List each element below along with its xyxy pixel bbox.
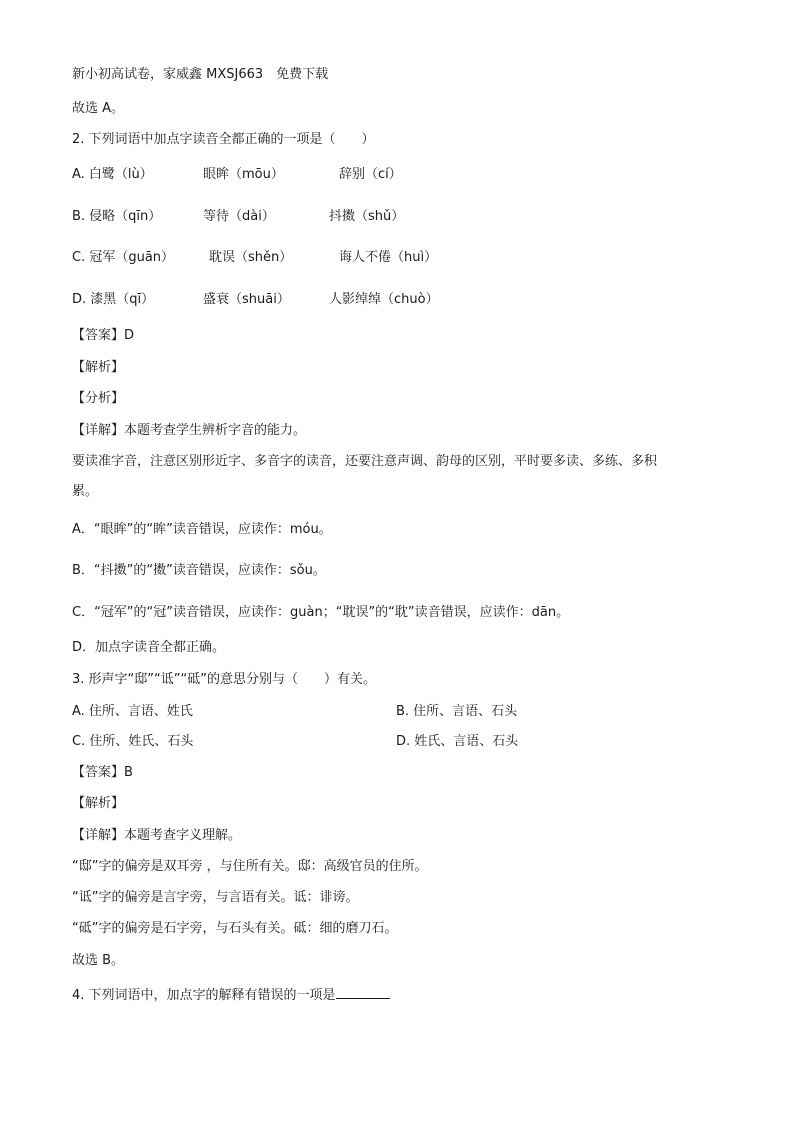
q3-explain-2: “诋”字的偏旁是言字旁，与言语有关。诋：诽谤。 bbox=[72, 890, 359, 905]
q2-jiexi: 【解析】 bbox=[72, 360, 125, 375]
q4-row bbox=[72, 984, 390, 1005]
header-text: 新小初高试卷，家威鑫 MXSJ663 免费下载 bbox=[72, 67, 329, 82]
q3-option-b: B. 住所、言语、石头 bbox=[396, 704, 518, 719]
q2-option-d-3: 人影绰绰（chuò） bbox=[329, 292, 439, 307]
q2-stem: 2. 下列词语中加点字读音全都正确的一项是（ ） bbox=[72, 132, 375, 147]
q4-stem: 4. 下列词语中，加点字的解释有错误的一项是 bbox=[72, 988, 336, 1003]
q2-option-b-2: 等待（dài） bbox=[203, 209, 275, 224]
q2-explain-d: D．加点字读音全都正确。 bbox=[72, 640, 226, 655]
q3-stem: 3. 形声字“邸”“诋”“砥”的意思分别与（ ）有关。 bbox=[72, 672, 376, 687]
q2-option-c-2: 耽误（shěn） bbox=[209, 250, 293, 265]
q1-conclusion: 故选 A。 bbox=[72, 101, 125, 116]
q3-jiexi: 【解析】 bbox=[72, 796, 125, 811]
q3-option-d: D. 姓氏、言语、石头 bbox=[396, 734, 519, 749]
q3-conclusion: 故选 B。 bbox=[72, 953, 125, 968]
q2-detail: 【详解】本题考查学生辨析字音的能力。 bbox=[72, 423, 307, 438]
q3-explain-1: “邸”字的偏旁是双耳旁 ，与住所有关。邸：高级官员的住所。 bbox=[72, 859, 428, 874]
q2-option-a-3: 辞别（cí） bbox=[339, 167, 402, 182]
q2-para1-cont: 累。 bbox=[72, 484, 99, 499]
q2-option-d-1: D. 漆黑（qī） bbox=[72, 292, 155, 307]
q2-option-a-1: A. 白鹭（lù） bbox=[72, 167, 153, 182]
q2-explain-b: B．“抖擞”的“擞”读音错误，应读作：sǒu。 bbox=[72, 563, 326, 578]
q3-answer: 【答案】B bbox=[72, 765, 133, 780]
q2-fenxi: 【分析】 bbox=[72, 391, 125, 406]
q2-answer: 【答案】D bbox=[72, 328, 135, 343]
q2-para1: 要读准字音，注意区别形近字、多音字的读音，还要注意声调、韵母的区别，平时要多读、多练、多积 bbox=[72, 454, 658, 469]
q3-explain-3: “砥”字的偏旁是石字旁，与石头有关。砥：细的磨刀石。 bbox=[72, 921, 398, 936]
q3-option-a: A. 住所、言语、姓氏 bbox=[72, 704, 193, 719]
q3-option-c: C. 住所、姓氏、石头 bbox=[72, 734, 194, 749]
q2-option-c-3: 诲人不倦（huì） bbox=[339, 250, 438, 265]
q2-option-d-2: 盛衰（shuāi） bbox=[203, 292, 290, 307]
q2-explain-a: A．“眼眸”的“眸”读音错误，应读作：móu。 bbox=[72, 522, 332, 537]
q2-option-b-3: 抖擞（shǔ） bbox=[329, 209, 405, 224]
q2-explain-c: C．“冠军”的“冠”读音错误，应读作：guàn；“耽误”的“耽”读音错误，应读作：dān。 bbox=[72, 605, 570, 620]
q2-option-b-1: B. 侵略（qīn） bbox=[72, 209, 162, 224]
q3-detail: 【详解】本题考查字义理解。 bbox=[72, 828, 242, 843]
q4-answer-blank bbox=[336, 984, 390, 999]
q2-option-c-1: C. 冠军（guān） bbox=[72, 250, 175, 265]
q2-option-a-2: 眼眸（mōu） bbox=[203, 167, 284, 182]
